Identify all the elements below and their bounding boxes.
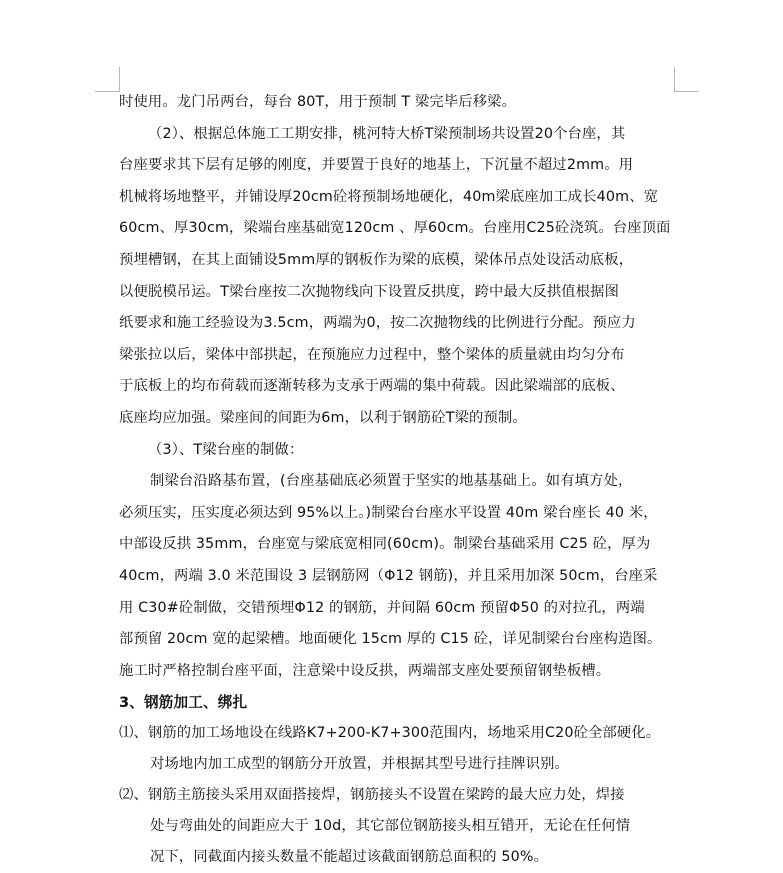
list-item-continuation: 处与弯曲处的间距应大于 10d，其它部位钢筋接头相互错开，无论在任何情 bbox=[150, 818, 631, 835]
paragraph-line: 必须压实，压实度必须达到 95%以上。)制梁台台座水平设置 40m 梁台座长 40 米， bbox=[119, 504, 658, 521]
paragraph-line: （3）、T梁台座的制做： bbox=[148, 441, 304, 458]
paragraph-line: 中部设反拱 35mm，台座宽与梁底宽相同(60cm)。制梁台基础采用 C25 砼，厚为 bbox=[119, 536, 651, 553]
paragraph-line: 梁张拉以后，梁体中部拱起，在预施应力过程中，整个梁体的质量就由均匀分布 bbox=[119, 346, 625, 363]
paragraph-line: 施工时严格控制台座平面，注意梁中设反拱，两端部支座处要预留钢垫板槽。 bbox=[119, 662, 611, 679]
list-item: ⑵、钢筋主筋接头采用双面搭接焊，钢筋接头不设置在梁跨的最大应力处，焊接 bbox=[119, 787, 625, 804]
paragraph-line: 底座均应加强。梁座间的间距为6m，以利于钢筋砼T梁的预制。 bbox=[119, 409, 527, 426]
paragraph-line: 60cm、厚30cm，梁端台座基础宽120cm 、厚60cm。台座用C25砼浇筑。台座顶面 bbox=[119, 220, 671, 237]
list-item-continuation: 况下，同截面内接头数量不能超过该截面钢筋总面积的 50%。 bbox=[150, 849, 549, 866]
paragraph-line: 于底板上的均布荷载而逐渐转移为支承于两端的集中荷载。因此梁端部的底板、 bbox=[119, 378, 625, 395]
paragraph-line: 预埋槽钢，在其上面铺设5mm厚的钢板作为梁的底模，梁体吊点处设活动底板， bbox=[119, 251, 634, 268]
list-item: ⑴、钢筋的加工场地设在线路K7+200-K7+300范围内，场地采用C20砼全部硬化。 bbox=[119, 725, 661, 742]
paragraph-line: 制梁台沿路基布置，(台座基础底必须置于坚实的地基基础上。如有填方处， bbox=[150, 473, 633, 490]
paragraph-line: 机械将场地整平，并铺设厚20cm砼将预制场地硬化，40m梁底座加工成长40m、宽 bbox=[119, 188, 659, 205]
section-heading: 3、钢筋加工、绑扎 bbox=[119, 694, 248, 712]
list-item-continuation: 对场地内加工成型的钢筋分开放置，并根据其型号进行挂牌识别。 bbox=[150, 756, 569, 773]
paragraph-line: 用 C30#砼制做，交错预埋Φ12 的钢筋，并间隔 60cm 预留Φ50 的对拉孔，两端 bbox=[119, 599, 645, 616]
paragraph-line: 时使用。龙门吊两台，每台 80T，用于预制 T 梁完毕后移梁。 bbox=[119, 94, 517, 110]
paragraph-line: 以便脱模吊运。T梁台座按二次抛物线向下设置反拱度，跨中最大反拱值根据图 bbox=[119, 283, 620, 300]
paragraph-line: （2）、根据总体施工工期安排，桃河特大桥T梁预制场共设置20个台座，其 bbox=[148, 125, 626, 142]
paragraph-line: 纸要求和施工经验设为3.5cm，两端为0，按二次抛物线的比例进行分配。预应力 bbox=[119, 315, 636, 332]
crop-mark-top-left bbox=[95, 67, 120, 92]
paragraph-line: 台座要求其下层有足够的刚度，并要置于良好的地基上，下沉量不超过2mm。用 bbox=[119, 157, 634, 174]
document-body bbox=[119, 87, 679, 873]
paragraph-line: 40cm，两端 3.0 米范围设 3 层钢筋网（Φ12 钢筋)，并且采用加深 50cm，台座采 bbox=[119, 567, 658, 584]
paragraph-line: 部预留 20cm 宽的起梁槽。地面硬化 15cm 厚的 C15 砼，详见制梁台台座构造图。 bbox=[119, 631, 662, 648]
